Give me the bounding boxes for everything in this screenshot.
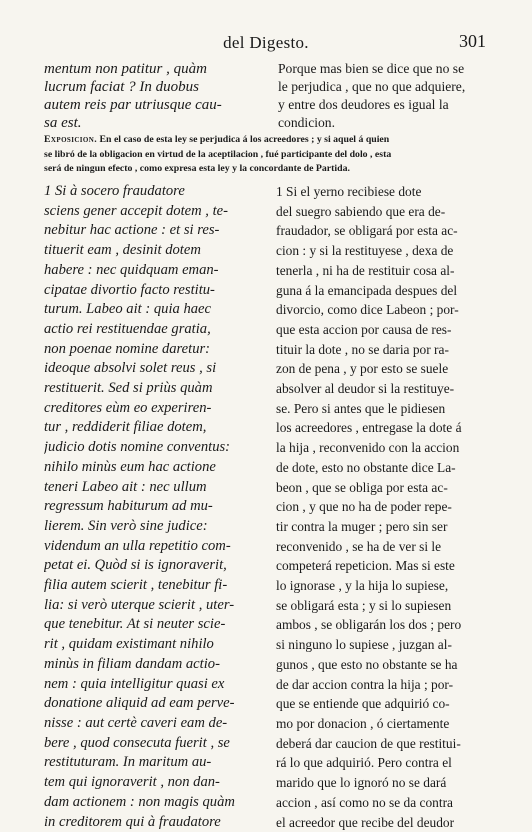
text-line: rá lo que adquirió. Pero contra el — [276, 753, 494, 773]
text-line: se libró de la obligacion en virtud de la aceptilacion , fué participante del dolo , esta — [44, 148, 494, 163]
text-line: accion , así como no se da contra — [276, 793, 494, 813]
text-line: 1 Si à socero fraudatore — [44, 182, 270, 202]
text-line: beon , que se obliga por esta ac- — [276, 478, 494, 498]
exposicion-note — [44, 133, 494, 177]
text-line: condicion. — [278, 114, 493, 132]
text-line: videndum an ulla repetitio com- — [44, 537, 270, 557]
text-line: mo por donacion , ó ciertamente — [276, 714, 494, 734]
running-head: del Digesto. — [0, 33, 532, 53]
text-line: zon de pena , y por esto se suele — [276, 359, 494, 379]
text-line: guna á la emancipada despues del — [276, 281, 494, 301]
text-line: de dote, esto no obstante dice La- — [276, 458, 494, 478]
text-line: teneri Labeo ait : nec ullum — [44, 478, 270, 498]
text-line: que tenebitur. At si neuter scie- — [44, 615, 270, 635]
text-line: lia: si verò uterque scierit , uter- — [44, 596, 270, 616]
text-line: tem qui ignoraverit , non dan- — [44, 773, 270, 793]
text-line: se. Pero si antes que le pidiesen — [276, 399, 494, 419]
text-line: 1 Si el yerno recibiese dote — [276, 182, 494, 202]
text-line: minùs in filiam dandam actio- — [44, 655, 270, 675]
text-line: lucrum faciat ? In duobus — [44, 78, 274, 96]
text-line: divorcio, como dice Labeon ; por- — [276, 300, 494, 320]
text-line: donatione aliquid ad eam perve- — [44, 694, 270, 714]
text-line: lo ignorase , y la hija lo supiese, — [276, 576, 494, 596]
text-line: el acreedor que recibe del deudor — [276, 813, 494, 832]
text-line: dam actionem : non magis quàm — [44, 793, 270, 813]
latin-column-top — [44, 60, 274, 132]
text-line: Exposicion. En el caso de esta ley se perjudica á los acreedores ; y si aquel á quien — [44, 133, 494, 148]
text-line: Porque mas bien se dice que no se — [278, 60, 493, 78]
spanish-column-main — [276, 182, 494, 832]
text-line: le perjudica , que no que adquiere, — [278, 78, 493, 96]
text-line: cion : y si la restituyese , dexa de — [276, 241, 494, 261]
text-line: la hija , reconvenido con la accion — [276, 438, 494, 458]
text-line: se obligará esta ; y si lo supiesen — [276, 596, 494, 616]
text-line: gunos , que esto no obstante se ha — [276, 655, 494, 675]
text-line: restituerit. Sed si priùs quàm — [44, 379, 270, 399]
text-line: in creditorem qui à fraudatore — [44, 813, 270, 832]
text-line: y entre dos deudores es igual la — [278, 96, 493, 114]
text-line: filia autem scierit , tenebitur fi- — [44, 576, 270, 596]
text-line: actio rei restituendae gratia, — [44, 320, 270, 340]
text-line: marido que lo ignoró no se dará — [276, 773, 494, 793]
text-line: tenerla , ni ha de restituir cosa al- — [276, 261, 494, 281]
text-line: regressum habiturum ad mu- — [44, 497, 270, 517]
text-line: nisse : aut certè caveri eam de- — [44, 714, 270, 734]
text-line: habere : nec quidquam eman- — [44, 261, 270, 281]
text-line: autem reis par utriusque cau- — [44, 96, 274, 114]
exposicion-label: Exposicion. — [44, 134, 97, 145]
text-line: si ninguno lo supiese , juzgan al- — [276, 635, 494, 655]
text-line: será de ningun efecto , como expresa esta ley y la concordante de Partida. — [44, 162, 494, 177]
text-line: nem : quia intelligitur quasi ex — [44, 675, 270, 695]
text-line: tur , reddiderit filiae dotem, — [44, 418, 270, 438]
text-line: rit , quidam existimant nihilo — [44, 635, 270, 655]
text-line: nihilo minùs eum hac actione — [44, 458, 270, 478]
text-line: petat ei. Quòd si is ignoraverit, — [44, 556, 270, 576]
text-line: non poenae nomine daretur: — [44, 340, 270, 360]
text-line: bere , quod consecuta fuerit , se — [44, 734, 270, 754]
text-line: sciens gener accepit dotem , te- — [44, 202, 270, 222]
text-line: que se entiende que adquirió co- — [276, 694, 494, 714]
text-line: ideoque absolvi solet reus , si — [44, 359, 270, 379]
text-line: absolver al deudor si la restituye- — [276, 379, 494, 399]
text-line: de dar accion contra la hija ; por- — [276, 675, 494, 695]
text-line: deberá dar caucion de que restitui- — [276, 734, 494, 754]
text-line: sa est. — [44, 114, 274, 132]
text-line: cion , y que no ha de poder repe- — [276, 497, 494, 517]
text-line: nebitur hac actione : et si res- — [44, 221, 270, 241]
text-line: mentum non patitur , quàm — [44, 60, 274, 78]
text-line: creditores eùm eo experiren- — [44, 399, 270, 419]
text-line: que esta accion por causa de res- — [276, 320, 494, 340]
page-number: 301 — [459, 31, 486, 52]
text-line: judicio dotis nomine conventus: — [44, 438, 270, 458]
text-line: tir contra la muger ; pero sin ser — [276, 517, 494, 537]
text-line: turum. Labeo ait : quia haec — [44, 300, 270, 320]
latin-column-main — [44, 182, 270, 832]
text-line: reconvenido , se ha de ver si le — [276, 537, 494, 557]
text-line: ambos , se obligarán los dos ; pero — [276, 615, 494, 635]
text-line: restituturam. In maritum au- — [44, 753, 270, 773]
text-line: del suegro sabiendo que era de- — [276, 202, 494, 222]
text-line: los acreedores , entregase la dote á — [276, 418, 494, 438]
text-line: lierem. Sin verò sine judice: — [44, 517, 270, 537]
text-line: fraudador, se obligará por esta ac- — [276, 221, 494, 241]
text-line: tituir la dote , no se daria por ra- — [276, 340, 494, 360]
text-line: cipatae divortio facto restitu- — [44, 281, 270, 301]
text-line: competerá repeticion. Mas si este — [276, 556, 494, 576]
spanish-column-top — [278, 60, 493, 132]
text-line: tituerit eam , desinit dotem — [44, 241, 270, 261]
